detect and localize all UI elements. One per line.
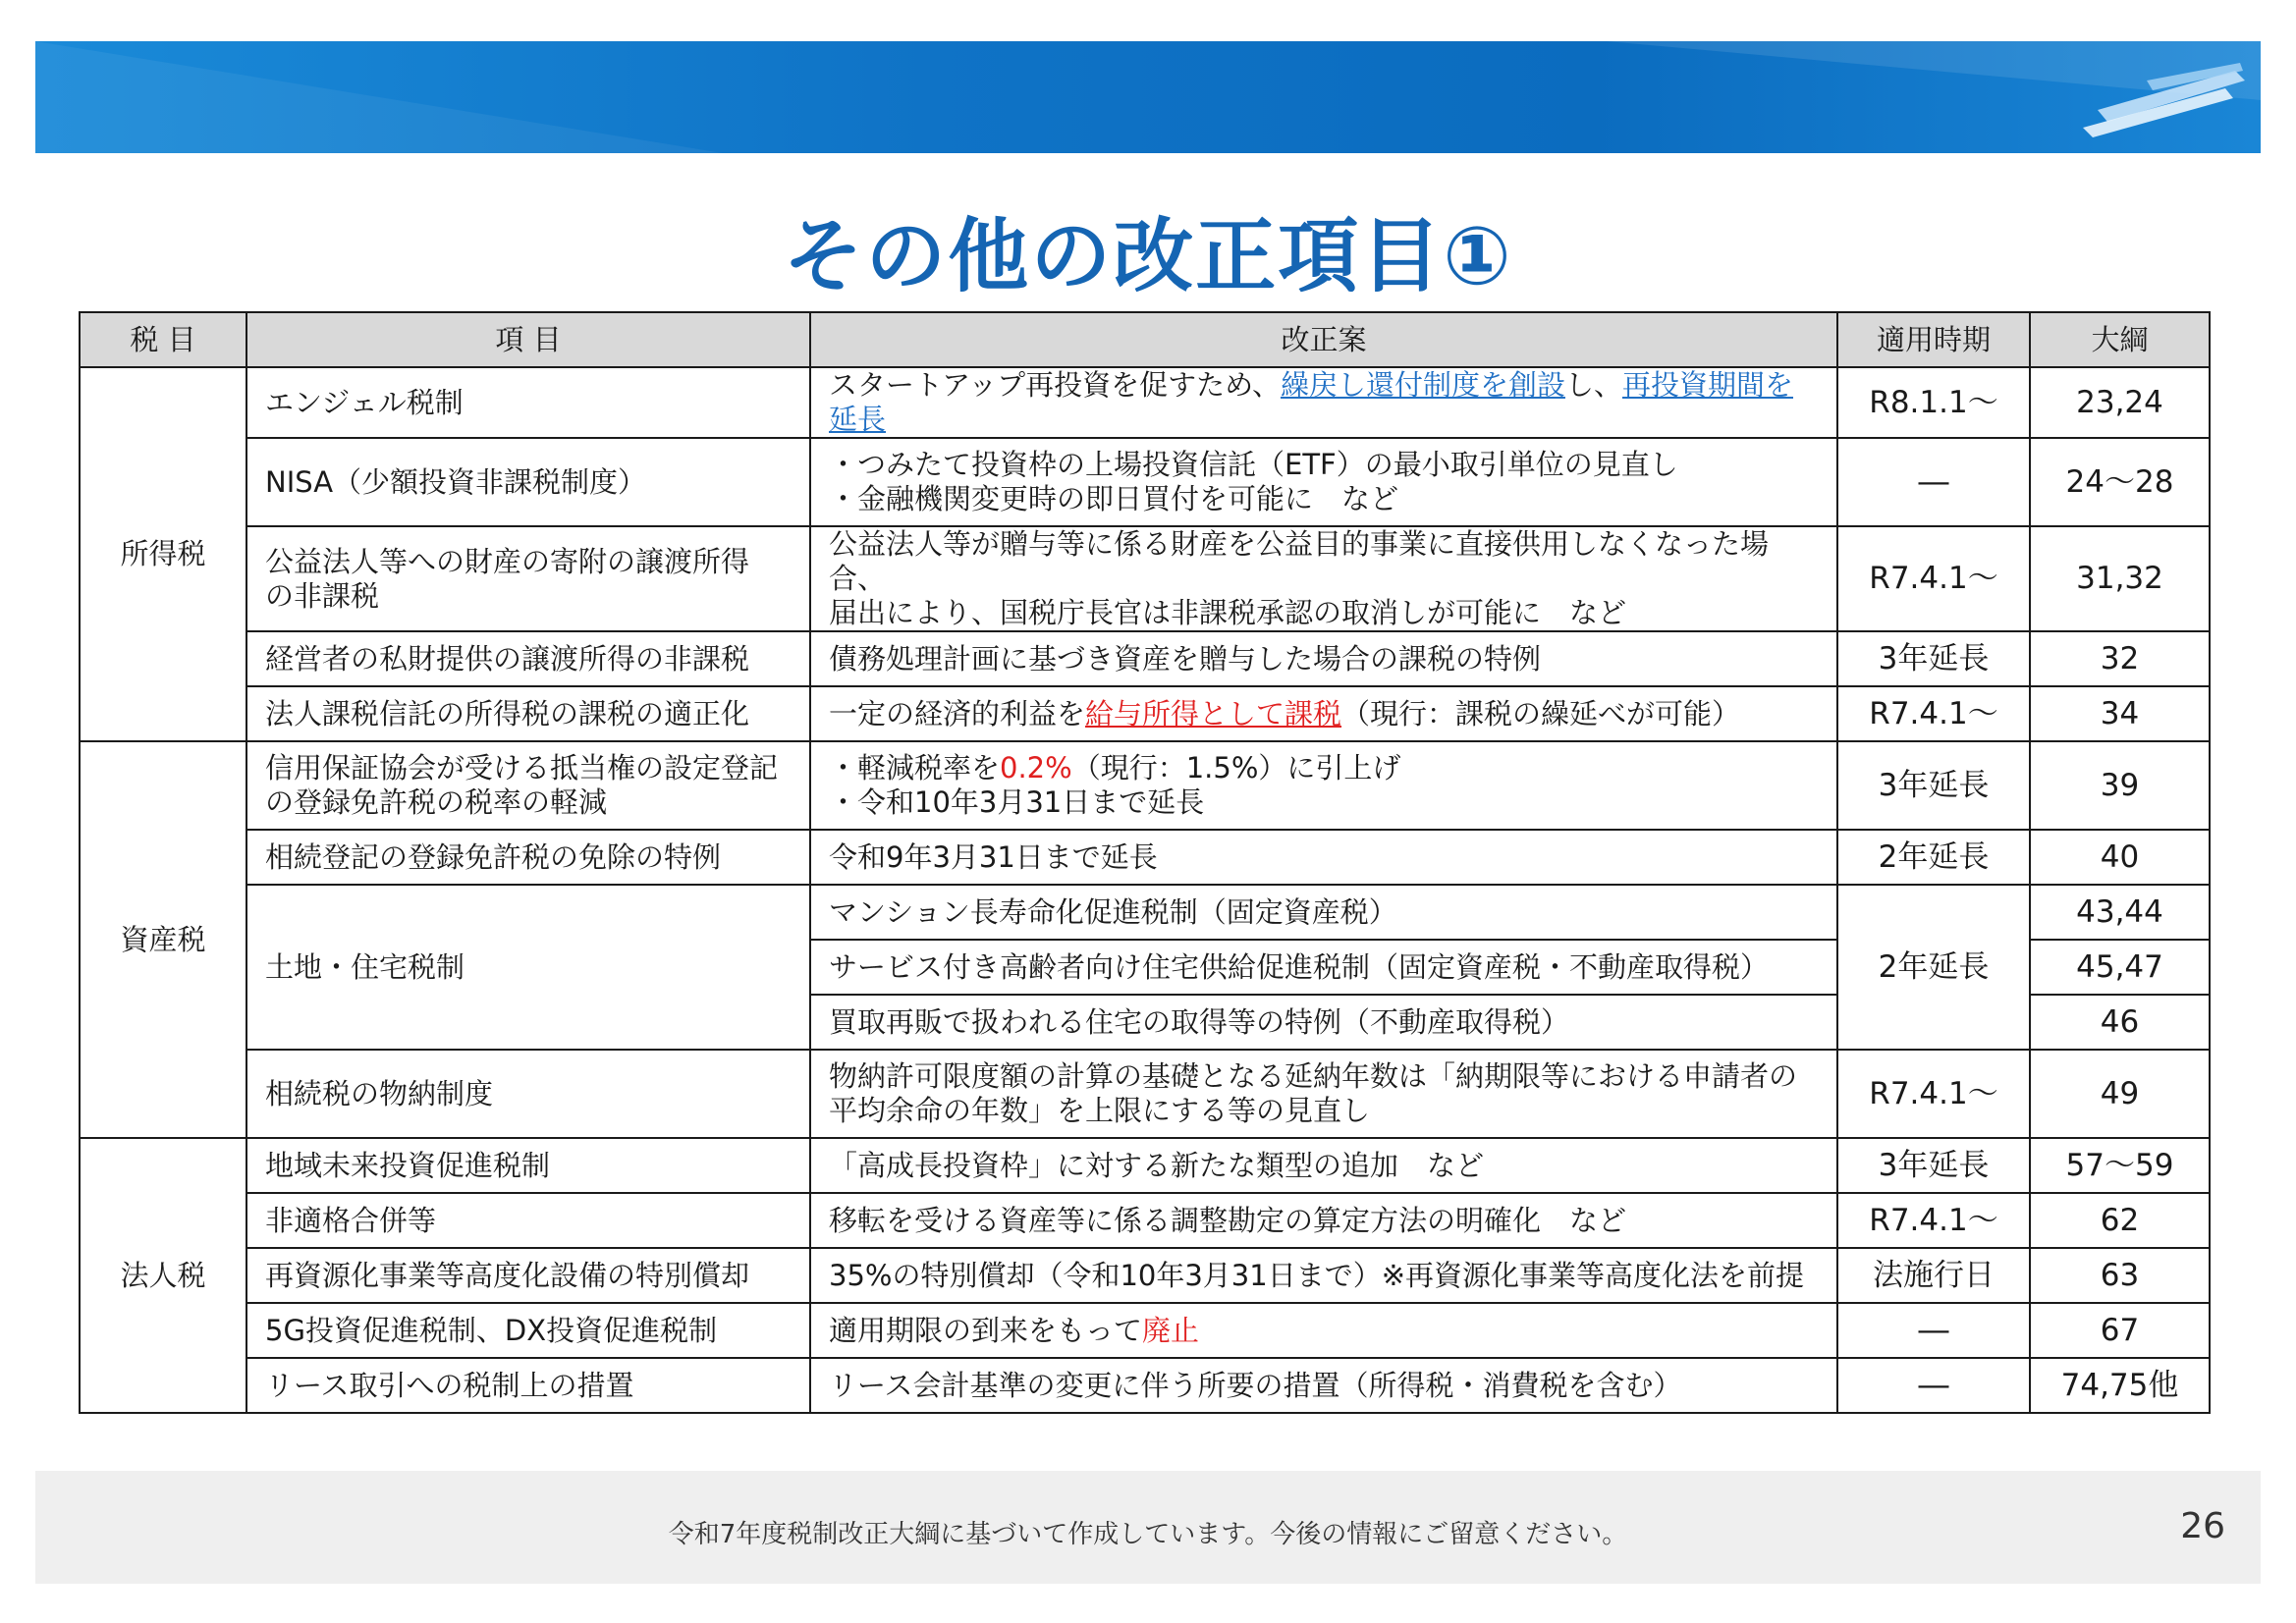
proposal-cell: スタートアップ再投資を促すため、繰戻し還付制度を創設し、再投資期間を延長 — [810, 367, 1837, 438]
timing-cell: ― — [1837, 1303, 2030, 1358]
timing-cell: ― — [1837, 438, 2030, 526]
table-row — [80, 1138, 2210, 1193]
table-row — [80, 741, 2210, 830]
page-number: 26 — [2180, 1506, 2225, 1546]
item-cell: 再資源化事業等高度化設備の特別償却 — [246, 1248, 810, 1303]
table-row — [80, 438, 2210, 526]
outline-cell: 63 — [2030, 1248, 2210, 1303]
table-row — [80, 526, 2210, 631]
outline-cell: 24～28 — [2030, 438, 2210, 526]
timing-cell: 2年延長 — [1837, 885, 2030, 1050]
timing-cell: 法施行日 — [1837, 1248, 2030, 1303]
outline-cell: 43,44 — [2030, 885, 2210, 940]
table-row — [80, 885, 2210, 940]
proposal-cell: リース会計基準の変更に伴う所要の措置（所得税・消費税を含む） — [810, 1358, 1837, 1413]
item-cell: 法人課税信託の所得税の課税の適正化 — [246, 686, 810, 741]
item-cell: NISA（少額投資非課税制度） — [246, 438, 810, 526]
item-cell: 地域未来投資促進税制 — [246, 1138, 810, 1193]
header-item: 項 目 — [246, 312, 810, 367]
proposal-cell: 適用期限の到来をもって廃止 — [810, 1303, 1837, 1358]
item-cell: リース取引への税制上の措置 — [246, 1358, 810, 1413]
proposal-cell: 買取再販で扱われる住宅の取得等の特例（不動産取得税） — [810, 995, 1837, 1050]
highlight-red: 給与所得として課税 — [1085, 696, 1342, 730]
item-cell: 経営者の私財提供の譲渡所得の非課税 — [246, 631, 810, 686]
outline-cell: 31,32 — [2030, 526, 2210, 631]
revision-table — [79, 311, 2211, 1414]
item-cell: エンジェル税制 — [246, 367, 810, 438]
highlight-red: 0.2% — [1000, 751, 1072, 784]
timing-cell: R7.4.1～ — [1837, 686, 2030, 741]
timing-cell: 2年延長 — [1837, 830, 2030, 885]
header-tax: 税 目 — [80, 312, 246, 367]
proposal-cell: 債務処理計画に基づき資産を贈与した場合の課税の特例 — [810, 631, 1837, 686]
table-row — [80, 1050, 2210, 1138]
category-corporate: 法人税 — [80, 1138, 246, 1413]
proposal-cell: 令和9年3月31日まで延長 — [810, 830, 1837, 885]
outline-cell: 62 — [2030, 1193, 2210, 1248]
table-row — [80, 1303, 2210, 1358]
proposal-cell: 「高成長投資枠」に対する新たな類型の追加 など — [810, 1138, 1837, 1193]
timing-cell: R8.1.1～ — [1837, 367, 2030, 438]
timing-cell: 3年延長 — [1837, 741, 2030, 830]
item-cell: 5G投資促進税制、DX投資促進税制 — [246, 1303, 810, 1358]
table-row — [80, 830, 2210, 885]
timing-cell: ― — [1837, 1358, 2030, 1413]
item-cell: 信用保証協会が受ける抵当権の設定登記 の登録免許税の税率の軽減 — [246, 741, 810, 830]
outline-cell: 23,24 — [2030, 367, 2210, 438]
timing-cell: R7.4.1～ — [1837, 1193, 2030, 1248]
proposal-cell: サービス付き高齢者向け住宅供給促進税制（固定資産税・不動産取得税） — [810, 940, 1837, 995]
outline-cell: 32 — [2030, 631, 2210, 686]
proposal-cell: 35%の特別償却（令和10年3月31日まで）※再資源化事業等高度化法を前提 — [810, 1248, 1837, 1303]
footer-bar — [35, 1471, 2261, 1584]
outline-cell: 67 — [2030, 1303, 2210, 1358]
proposal-cell: 移転を受ける資産等に係る調整勘定の算定方法の明確化 など — [810, 1193, 1837, 1248]
timing-cell: 3年延長 — [1837, 631, 2030, 686]
highlight-link: 繰戻し還付制度を創設 — [1280, 368, 1565, 402]
proposal-cell: 物納許可限度額の計算の基礎となる延納年数は「納期限等における申請者の 平均余命の年数」を上限にする等の見直し — [810, 1050, 1837, 1138]
table-row — [80, 631, 2210, 686]
outline-cell: 39 — [2030, 741, 2210, 830]
category-asset: 資産税 — [80, 741, 246, 1138]
banner-decoration — [35, 41, 2261, 153]
proposal-cell: 公益法人等が贈与等に係る財産を公益目的事業に直接供用しなくなった場合、 届出により、国税庁長官は非課税承認の取消しが可能に など — [810, 526, 1837, 631]
table-row — [80, 686, 2210, 741]
outline-cell: 45,47 — [2030, 940, 2210, 995]
table-header-row — [80, 312, 2210, 367]
proposal-cell: 一定の経済的利益を給与所得として課税（現行：課税の繰延べが可能） — [810, 686, 1837, 741]
outline-cell: 74,75他 — [2030, 1358, 2210, 1413]
table-row — [80, 1193, 2210, 1248]
timing-cell: 3年延長 — [1837, 1138, 2030, 1193]
item-cell: 相続登記の登録免許税の免除の特例 — [246, 830, 810, 885]
outline-cell: 34 — [2030, 686, 2210, 741]
item-cell: 非適格合併等 — [246, 1193, 810, 1248]
proposal-cell: ・つみたて投資枠の上場投資信託（ETF）の最小取引単位の見直し ・金融機関変更時の即日買付を可能に など — [810, 438, 1837, 526]
outline-cell: 46 — [2030, 995, 2210, 1050]
item-cell: 公益法人等への財産の寄附の譲渡所得 の非課税 — [246, 526, 810, 631]
outline-cell: 49 — [2030, 1050, 2210, 1138]
proposal-cell: ・軽減税率を0.2%（現行：1.5%）に引上げ ・令和10年3月31日まで延長 — [810, 741, 1837, 830]
highlight-link: 再投資期間を延長 — [829, 368, 1793, 436]
outline-cell: 40 — [2030, 830, 2210, 885]
highlight-red: 廃止 — [1142, 1313, 1200, 1347]
timing-cell: R7.4.1～ — [1837, 526, 2030, 631]
header-outline: 大綱 — [2030, 312, 2210, 367]
table-row — [80, 367, 2210, 438]
header-proposal: 改正案 — [810, 312, 1837, 367]
item-cell: 土地・住宅税制 — [246, 885, 810, 1050]
proposal-cell: マンション長寿命化促進税制（固定資産税） — [810, 885, 1837, 940]
timing-cell: R7.4.1～ — [1837, 1050, 2030, 1138]
category-income: 所得税 — [80, 367, 246, 741]
table-row — [80, 1248, 2210, 1303]
header-banner — [35, 41, 2261, 153]
page-title: その他の改正項目① — [783, 210, 1513, 303]
header-timing: 適用時期 — [1837, 312, 2030, 367]
item-cell: 相続税の物納制度 — [246, 1050, 810, 1138]
outline-cell: 57～59 — [2030, 1138, 2210, 1193]
footer-note: 令和7年度税制改正大綱に基づいて作成しています。今後の情報にご留意ください。 — [668, 1520, 1628, 1549]
table-row — [80, 1358, 2210, 1413]
